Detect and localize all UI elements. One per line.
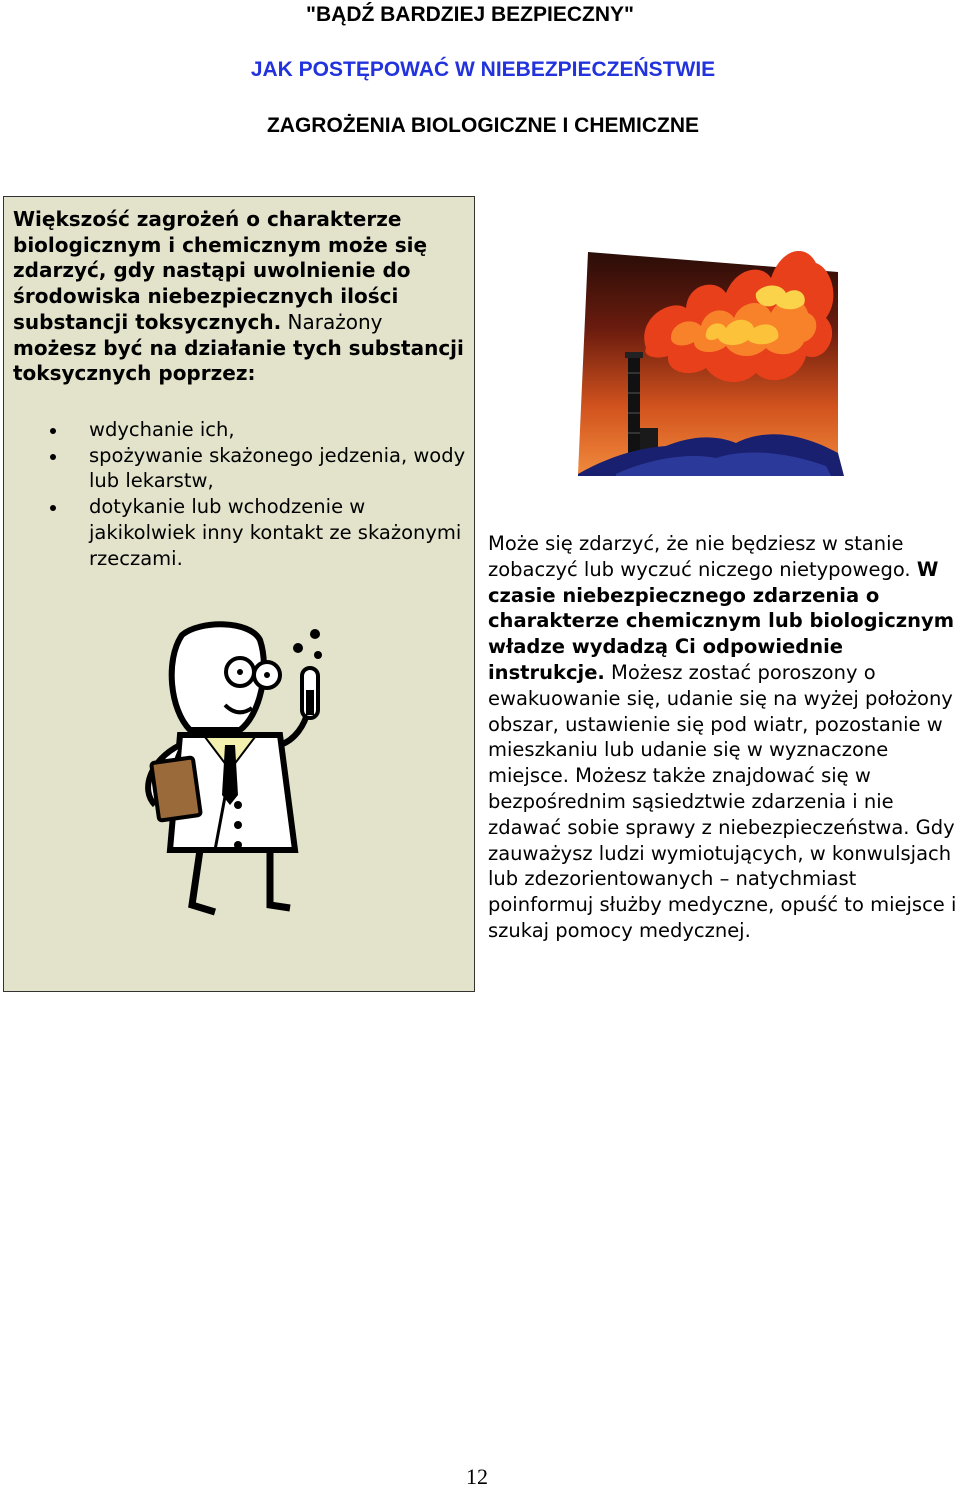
exposure-list bbox=[14, 417, 469, 571]
list-item-text: dotykanie lub wchodzenie w jakikolwiek inny kontakt ze skażonymi rzeczami. bbox=[89, 495, 462, 570]
box-intro-bold-2: możesz być na działanie tych substancji toksycznych poprzez: bbox=[13, 335, 464, 386]
right-paragraph-1: Może się zdarzyć, że nie będziesz w stanie zobaczyć lub wyczuć niczego nietypowego. bbox=[488, 532, 911, 581]
box-intro-plain: Narażony bbox=[281, 309, 383, 334]
box-intro bbox=[13, 207, 468, 387]
bullet-icon bbox=[50, 428, 56, 434]
scientist-test-tube-icon bbox=[120, 620, 335, 920]
list-item bbox=[14, 443, 469, 494]
right-column-text bbox=[488, 531, 960, 944]
right-paragraph-3: Możesz zostać poroszony o ewakuowanie się, udanie się na wyżej położony obszar, ustawienie się pod wiatr, pozostanie w mieszkaniu lub udanie się w wyznaczone miejsce. Możesz także znajdować się w bezpośrednim sąsiedztwie zdarzenia i nie zdawać sobie sprawy z niebezpieczeństwa. Gdy zauważysz ludzi wymiotujących, w konwulsjach lub zdezorientowanych – natychmiast poinformuj służby medyczne, opuść to miejsce i szukaj pomocy medycznej. bbox=[488, 660, 957, 942]
list-item bbox=[14, 494, 469, 571]
list-item-text: wdychanie ich, bbox=[89, 418, 235, 441]
page-number bbox=[0, 1464, 960, 1490]
document-subtitle: JAK POSTĘPOWAĆ W NIEBEZPIECZEŃSTWIE bbox=[250, 58, 716, 81]
bullet-icon bbox=[50, 505, 56, 511]
right-paragraph-2-bold: W czasie niebezpiecznego zdarzenia o charakterze chemicznym lub biologicznym władze wydadzą Ci odpowiednie instrukcje. bbox=[488, 557, 955, 684]
smokestack-pollution-icon bbox=[576, 238, 848, 480]
list-item bbox=[14, 417, 469, 443]
page-number-text: 12 bbox=[466, 1464, 488, 1489]
section-heading: ZAGROŻENIA BIOLOGICZNE I CHEMICZNE bbox=[266, 114, 700, 137]
list-item-text: spożywanie skażonego jedzenia, wody lub lekarstw, bbox=[89, 443, 466, 493]
document-title: "BĄDŹ BARDZIEJ BEZPIECZNY" bbox=[306, 3, 634, 26]
box-intro-bold: Większość zagrożeń o charakterze biologicznym i chemicznym może się zdarzyć, gdy nastąpi uwolnienie do środowiska niebezpiecznych ilości substancji toksycznych. bbox=[13, 207, 428, 334]
bullet-icon bbox=[50, 454, 56, 460]
